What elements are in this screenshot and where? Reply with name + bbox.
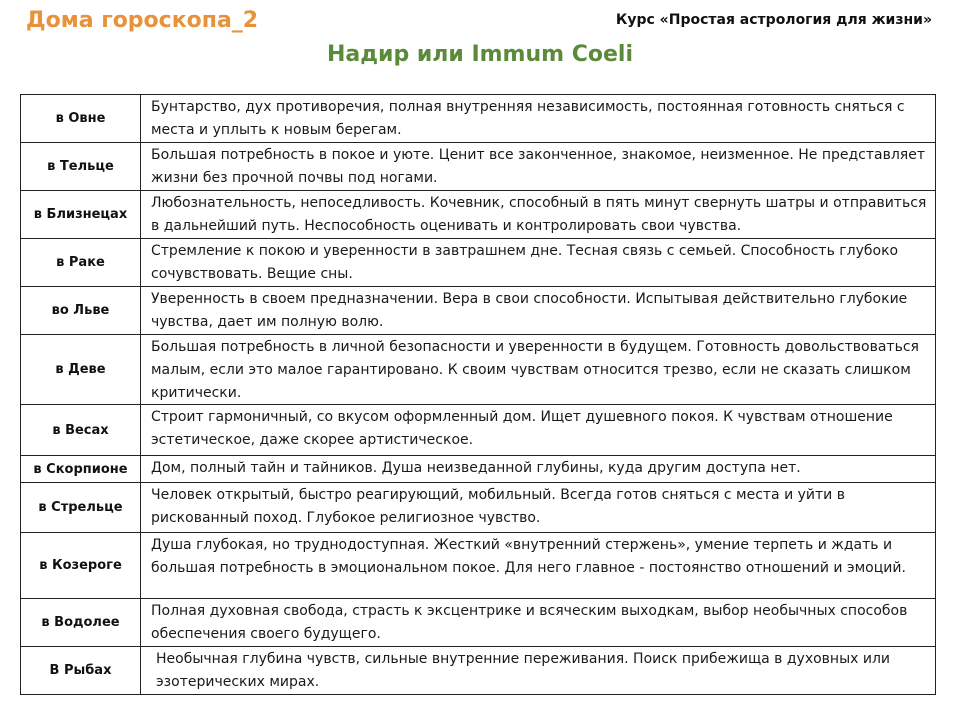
description-cell (141, 456, 936, 483)
table-row (21, 456, 936, 483)
description-text: Душа глубокая, но труднодоступная. Жесткий «внутренний стержень», умение терпеть и ждать и большая потребность в эмоциональном покое. Для него главное - постоянство отношений и эмоций. (151, 537, 906, 576)
description-text: Полная духовная свобода, страсть к эксцентрике и всяческим выходкам, выбор необычных способов обеспечения своего будущего. (151, 603, 908, 642)
sign-cell: в Близнецах (21, 191, 141, 239)
description-cell (141, 239, 936, 287)
table-row (21, 483, 936, 533)
houses-table-container (20, 94, 935, 695)
description-cell (141, 405, 936, 456)
description-text: Большая потребность в покое и уюте. Ценит все законченное, знакомое, неизменное. Не представляет жизни без прочной почвы под ногами. (151, 147, 925, 186)
table-row (21, 143, 936, 191)
sign-cell: В Рыбах (21, 647, 141, 695)
sign-cell: в Водолее (21, 599, 141, 647)
description-cell (141, 95, 936, 143)
table-row (21, 239, 936, 287)
description-cell (141, 533, 936, 599)
table-row (21, 95, 936, 143)
description-text: Бунтарство, дух противоречия, полная внутренняя независимость, постоянная готовность сняться с места и уплыть к новым берегам. (151, 99, 905, 138)
table-row (21, 191, 936, 239)
table-row (21, 647, 936, 695)
sign-cell: в Тельце (21, 143, 141, 191)
sign-cell: в Весах (21, 405, 141, 456)
deck-title: Дома гороскопа_2 (26, 8, 259, 33)
description-cell (141, 287, 936, 335)
description-text: Большая потребность в личной безопасности и уверенности в будущем. Готовность довольствоваться малым, если это малое гарантировано. К своим чувствам относится трезво, если не сказать слишком критически. (151, 339, 919, 401)
table-row (21, 335, 936, 405)
description-text: Уверенность в своем предназначении. Вера в свои способности. Испытывая действительно глубокие чувства, дает им полную волю. (151, 291, 908, 330)
description-text: Необычная глубина чувств, сильные внутренние переживания. Поиск прибежища в духовных или эзотерических мирах. (156, 651, 891, 690)
description-text: Дом, полный тайн и тайников. Душа неизведанной глубины, куда другим доступа нет. (151, 460, 801, 476)
table-row (21, 405, 936, 456)
description-text: Человек открытый, быстро реагирующий, мобильный. Всегда готов сняться с места и уйти в рискованный поход. Глубокое религиозное чувство. (151, 487, 845, 526)
table-row (21, 287, 936, 335)
description-cell (141, 647, 936, 695)
description-cell (141, 191, 936, 239)
description-cell (141, 335, 936, 405)
sign-cell: в Деве (21, 335, 141, 405)
table-row (21, 599, 936, 647)
table-row (21, 533, 936, 599)
houses-table (20, 94, 936, 695)
sign-cell: в Скорпионе (21, 456, 141, 483)
description-text: Стремление к покою и уверенности в завтрашнем дне. Тесная связь с семьей. Способность глубоко сочувствовать. Вещие сны. (151, 243, 899, 282)
sign-cell: в Раке (21, 239, 141, 287)
description-text: Строит гармоничный, со вкусом оформленный дом. Ищет душевного покоя. К чувствам отношение эстетическое, даже скорее артистическое. (151, 409, 893, 448)
sign-cell: в Овне (21, 95, 141, 143)
description-cell (141, 483, 936, 533)
sign-cell: во Льве (21, 287, 141, 335)
sign-cell: в Стрельце (21, 483, 141, 533)
description-cell (141, 143, 936, 191)
description-cell (141, 599, 936, 647)
description-text: Любознательность, непоседливость. Кочевник, способный в пять минут свернуть шатры и отправиться в дальнейший путь. Неспособность оценивать и контролировать свои чувства. (151, 195, 927, 234)
page-heading: Надир или Immum Coeli (327, 42, 633, 67)
course-title: Курс «Простая астрология для жизни» (615, 12, 932, 28)
sign-cell: в Козероге (21, 533, 141, 599)
